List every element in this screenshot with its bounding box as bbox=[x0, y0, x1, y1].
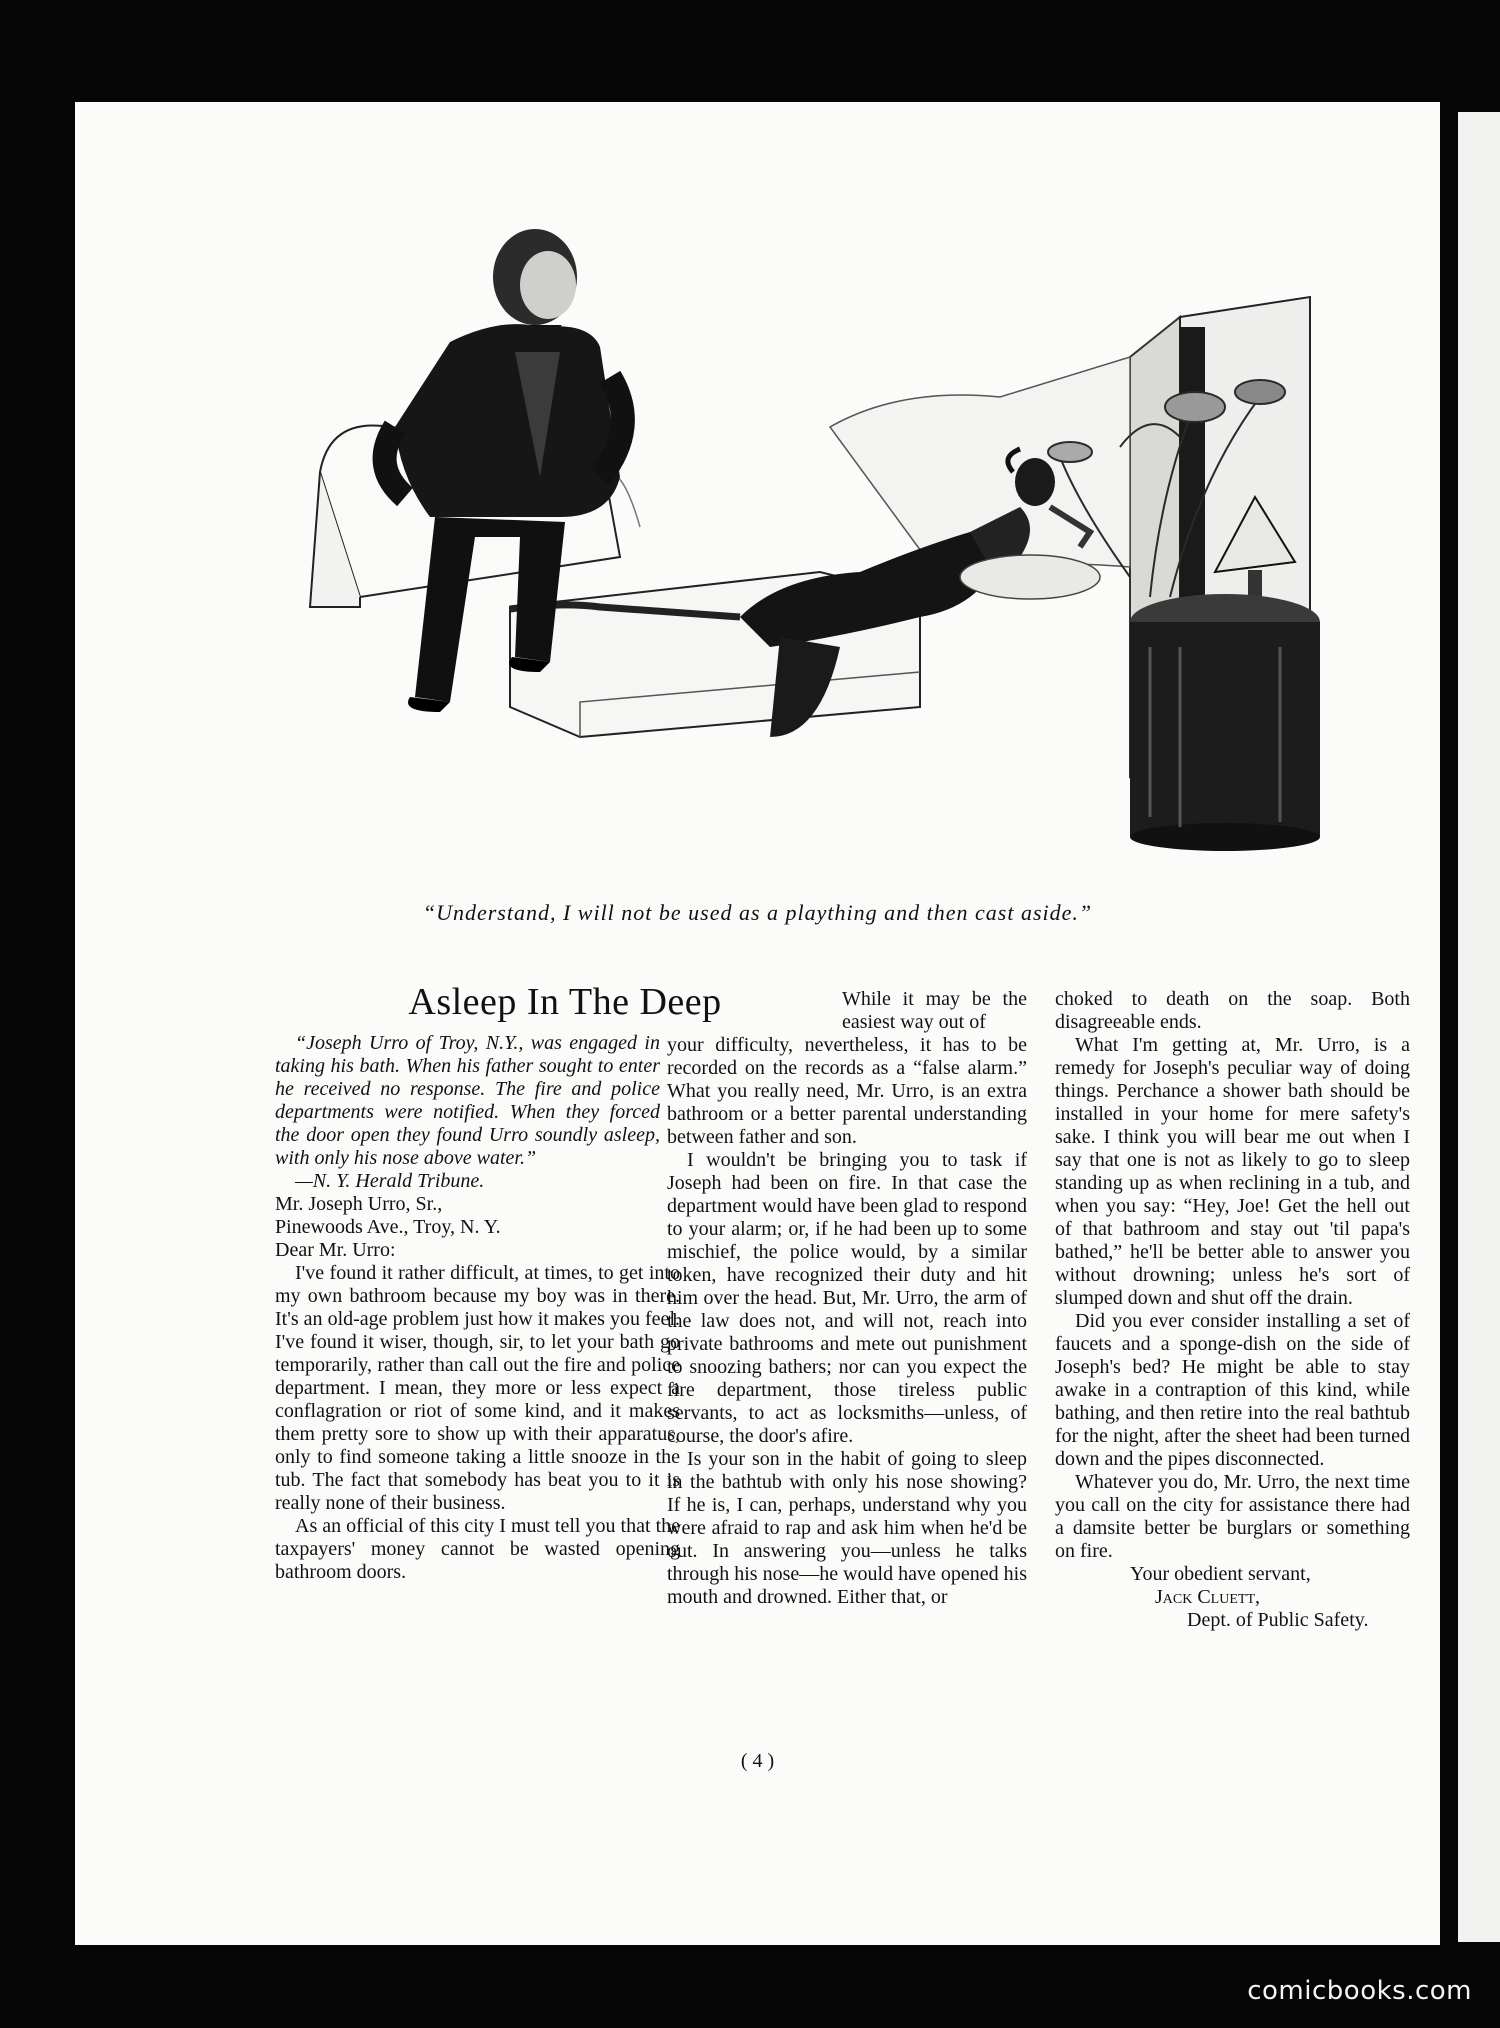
text-column-3 bbox=[1055, 988, 1410, 1632]
body-paragraph: your difficulty, nevertheless, it has to be recorded on the records as a “false alarm.” What you really need, Mr. Urro, is an extra bathroom or a better parental understanding between father and son. bbox=[667, 1034, 1027, 1148]
text-column-2 bbox=[667, 988, 1027, 1609]
letter-address bbox=[275, 1193, 680, 1262]
epigraph-quote: “Joseph Urro of Troy, N.Y., was engaged in taking his bath. When his father sought to enter he received no response. The fire and police departments were notified. When they forced the door open they found Urro soundly asleep, with only his nose above water.” bbox=[275, 1032, 660, 1169]
text-column-1 bbox=[275, 1032, 680, 1584]
body-paragraph: I wouldn't be bringing you to task if Joseph had been on fire. In that case the department would have been glad to respond to your alarm; or, if he had been up to some mischief, the police would, by a similar token, have recognized their duty and hit him over the head. But, Mr. Urro, the arm of the law does not, and will not, reach into private bathrooms and mete out punishment to snoozing bathers; nor can you expect the fire department, those tireless public servants, to act as locksmiths—unless, of course, the door's afire. bbox=[667, 1149, 1027, 1447]
side-table bbox=[1130, 594, 1320, 851]
body-paragraph: Is your son in the habit of going to sleep in the bathtub with only his nose showing? If he is, I can, perhaps, understand why you were afraid to rap and ask him when he'd be out. In answering you—unless he talks through his nose—he would have opened his mouth and drowned. Either that, or bbox=[667, 1448, 1027, 1608]
column-lead: While it may be the easiest way out of bbox=[842, 988, 1027, 1033]
magazine-page bbox=[75, 102, 1440, 1945]
salutation: Dear Mr. Urro: bbox=[275, 1239, 396, 1261]
cartoon-illustration bbox=[300, 177, 1390, 972]
epigraph-source: —N. Y. Herald Tribune. bbox=[295, 1170, 485, 1192]
signature-name: Jack Cluett, bbox=[1155, 1586, 1260, 1608]
closing-line: Your obedient servant, bbox=[1130, 1563, 1311, 1585]
article-title: Asleep In The Deep bbox=[408, 981, 722, 1023]
address-line: Pinewoods Ave., Troy, N. Y. bbox=[275, 1216, 501, 1238]
page-number: ( 4 ) bbox=[740, 1750, 775, 1772]
adjacent-page-edge bbox=[1458, 112, 1500, 1942]
body-paragraph: I've found it rather difficult, at times, to get into my own bathroom because my boy was in there. It's an old-age problem just how it makes you feel. I've found it wiser, though, sir, to let your bath go temporarily, rather than call out the fire and police department. I mean, they more or less expect a conflagration or riot of some kind, and it makes them pretty sore to show up with their apparatus, only to find someone taking a little snooze in the tub. The fact that somebody has beat you to it is really none of their business. bbox=[275, 1262, 680, 1514]
body-paragraph: Did you ever consider installing a set of faucets and a sponge-dish on the side of Joseph's bed? He might be able to stay awake in a contraption of this kind, while bathing, and then retire into the real bathtub for the night, after the sheet had been turned down and the pipes disconnected. bbox=[1055, 1310, 1410, 1470]
illustration-caption: “Understand, I will not be used as a plaything and then cast aside.” bbox=[422, 900, 1093, 925]
letter-signoff bbox=[1055, 1563, 1410, 1632]
body-paragraph: What I'm getting at, Mr. Urro, is a remedy for Joseph's peculiar way of doing things. Perchance a shower bath should be installed in your home for mere safety's sake. I think you will bear me out when I say that one is not as likely to go to sleep standing up as when reclining in a tub, and when you say: “Hey, Joe! Get the hell out of that bathroom and stay out 'til papa's bathed,” he'll be better able to answer you without drowning; unless he's sort of slumped down and shut off the drain. bbox=[1055, 1034, 1410, 1309]
body-paragraph: Whatever you do, Mr. Urro, the next time you call on the city for assistance there had a damsite better be burglars or something on fire. bbox=[1055, 1471, 1410, 1562]
body-paragraph: choked to death on the soap. Both disagreeable ends. bbox=[1055, 988, 1410, 1033]
body-paragraph: As an official of this city I must tell you that the taxpayers' money cannot be wasted opening bathroom doors. bbox=[275, 1515, 680, 1583]
signature-title: Dept. of Public Safety. bbox=[1187, 1609, 1369, 1631]
address-line: Mr. Joseph Urro, Sr., bbox=[275, 1193, 443, 1215]
site-watermark: comicbooks.com bbox=[1247, 1976, 1472, 2006]
